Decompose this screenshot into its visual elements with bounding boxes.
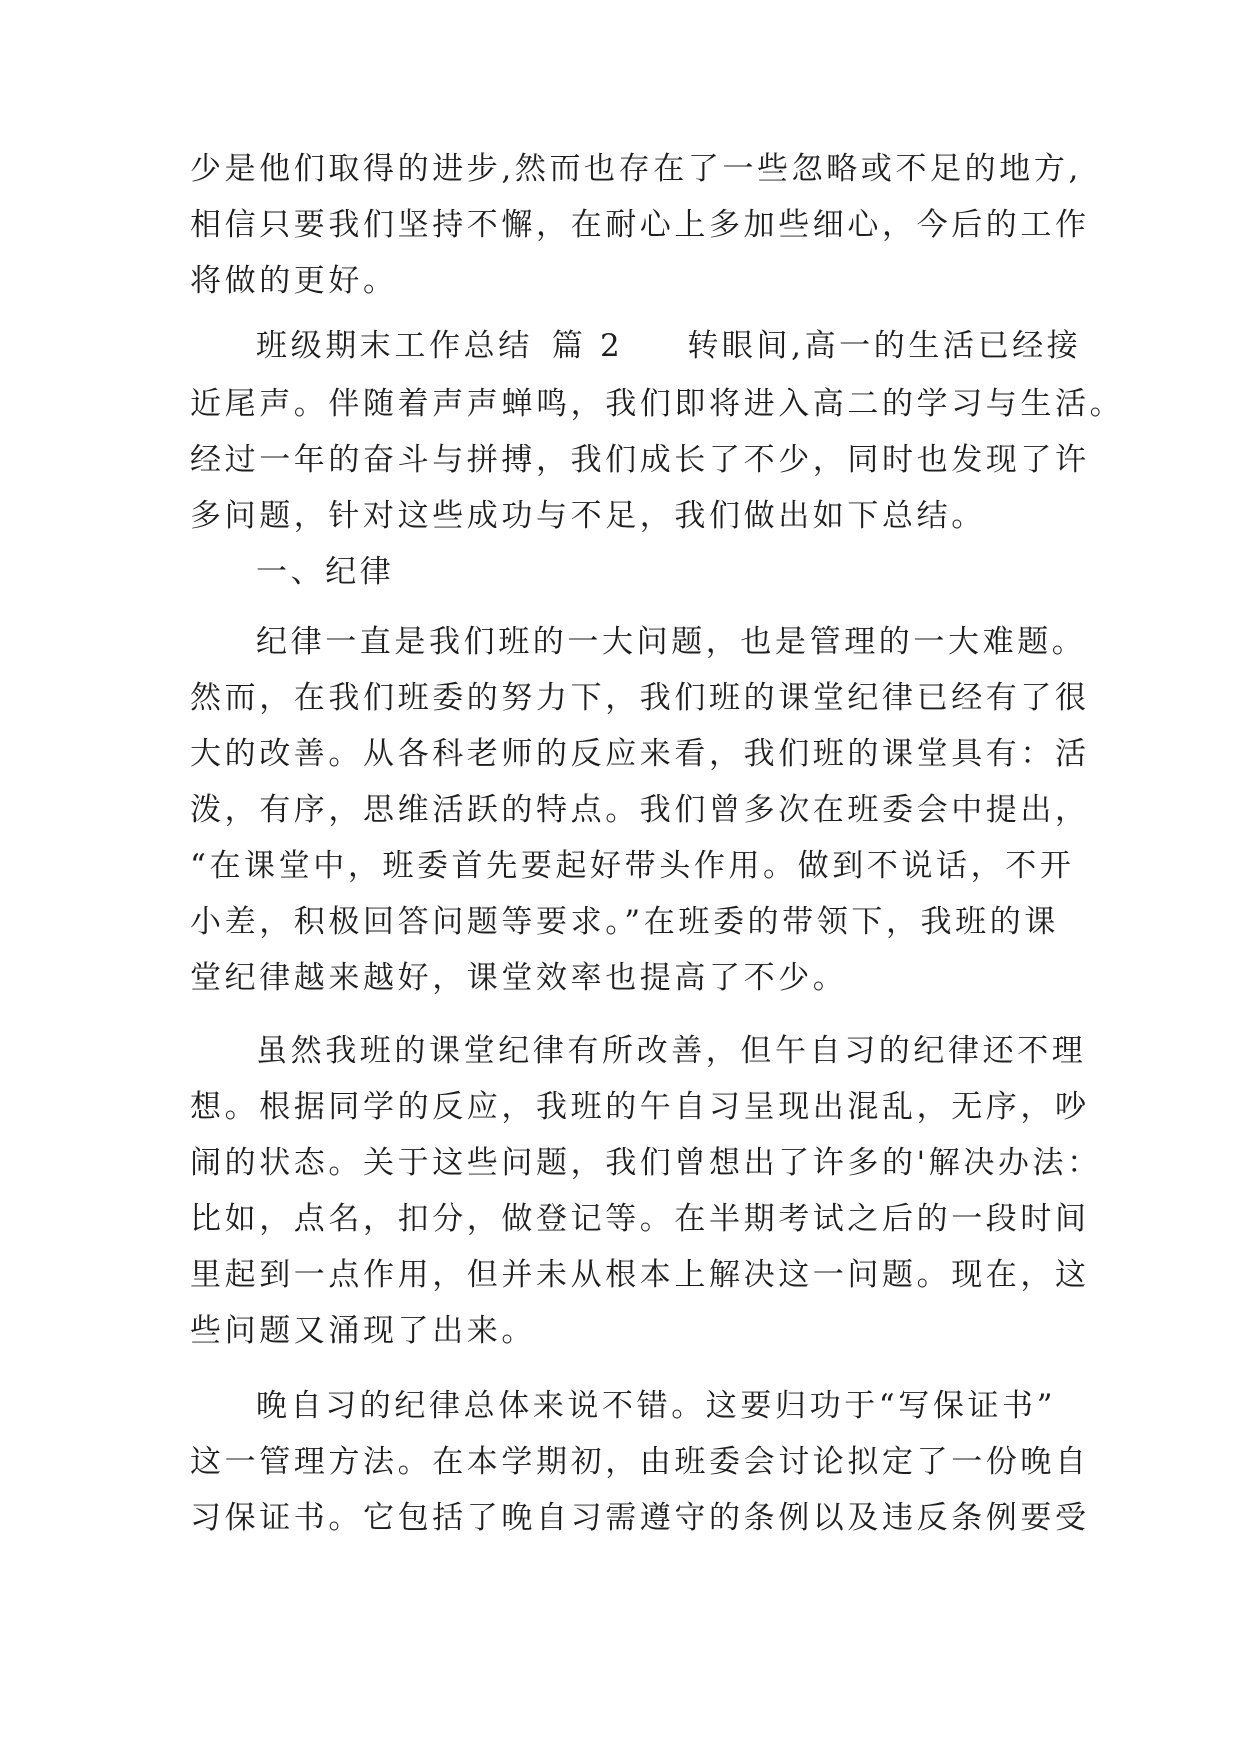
- text-line: 里起到一点作用，但并未从根本上解决这一问题。现在，这: [190, 1257, 1090, 1293]
- text-line: 虽然我班的课堂纪律有所改善，但午自习的纪律还不理: [256, 1033, 1087, 1069]
- text-line: 小差，积极回答问题等要求。”在班委的带领下，我班的课: [190, 904, 1059, 940]
- text-line: 堂纪律越来越好，课堂效率也提高了不少。: [190, 960, 848, 996]
- text-line: 想。根据同学的反应，我班的午自习呈现出混乱，无序，吵: [190, 1089, 1090, 1125]
- text-line: 然而，在我们班委的努力下，我们班的课堂纪律已经有了很: [190, 680, 1090, 716]
- section-lead-text: 转眼间,高一的生活已经接: [687, 328, 1082, 364]
- text-line: 相信只要我们坚持不懈，在耐心上多加些细心，今后的工作: [190, 207, 1090, 243]
- text-line: 少是他们取得的进步,然而也存在了一些忽略或不足的地方,: [190, 151, 1082, 187]
- text-line: 经过一年的奋斗与拼搏，我们成长了不少，同时也发现了许: [190, 442, 1090, 478]
- text-line: 这一管理方法。在本学期初，由班委会讨论拟定了一份晚自: [190, 1444, 1090, 1480]
- section-heading-line: [256, 318, 1156, 374]
- section-title: 班级期末工作总结: [256, 328, 533, 364]
- text-line: 习保证书。它包括了晚自习需遵守的条例以及违反条例要受: [190, 1500, 1090, 1536]
- text-line: 大的改善。从各科老师的反应来看，我们班的课堂具有：活: [190, 736, 1090, 772]
- text-line: 比如，点名，扣分，做登记等。在半期考试之后的一段时间: [190, 1201, 1090, 1237]
- text-line: 晚自习的纪律总体来说不错。这要归功于“写保证书”: [256, 1388, 1057, 1424]
- text-line: 多问题，针对这些成功与不足，我们做出如下总结。: [190, 498, 986, 534]
- subheading: 一、纪律: [256, 554, 395, 590]
- text-line: 将做的更好。: [190, 263, 398, 299]
- text-line: “在课堂中，班委首先要起好带头作用。做到不说话，不开: [190, 848, 1075, 884]
- text-line: 些问题又涌现了出来。: [190, 1313, 536, 1349]
- text-line: 纪律一直是我们班的一大问题，也是管理的一大难题。: [256, 624, 1087, 660]
- text-line: 闹的状态。关于这些问题，我们曾想出了许多的'解决办法：: [190, 1145, 1102, 1181]
- text-line: 泼，有序，思维活跃的特点。我们曾多次在班委会中提出，: [190, 792, 1090, 828]
- text-line: 近尾声。伴随着声声蝉鸣，我们即将进入高二的学习与生活。: [190, 386, 1125, 422]
- section-part-number: 篇 2: [551, 328, 624, 364]
